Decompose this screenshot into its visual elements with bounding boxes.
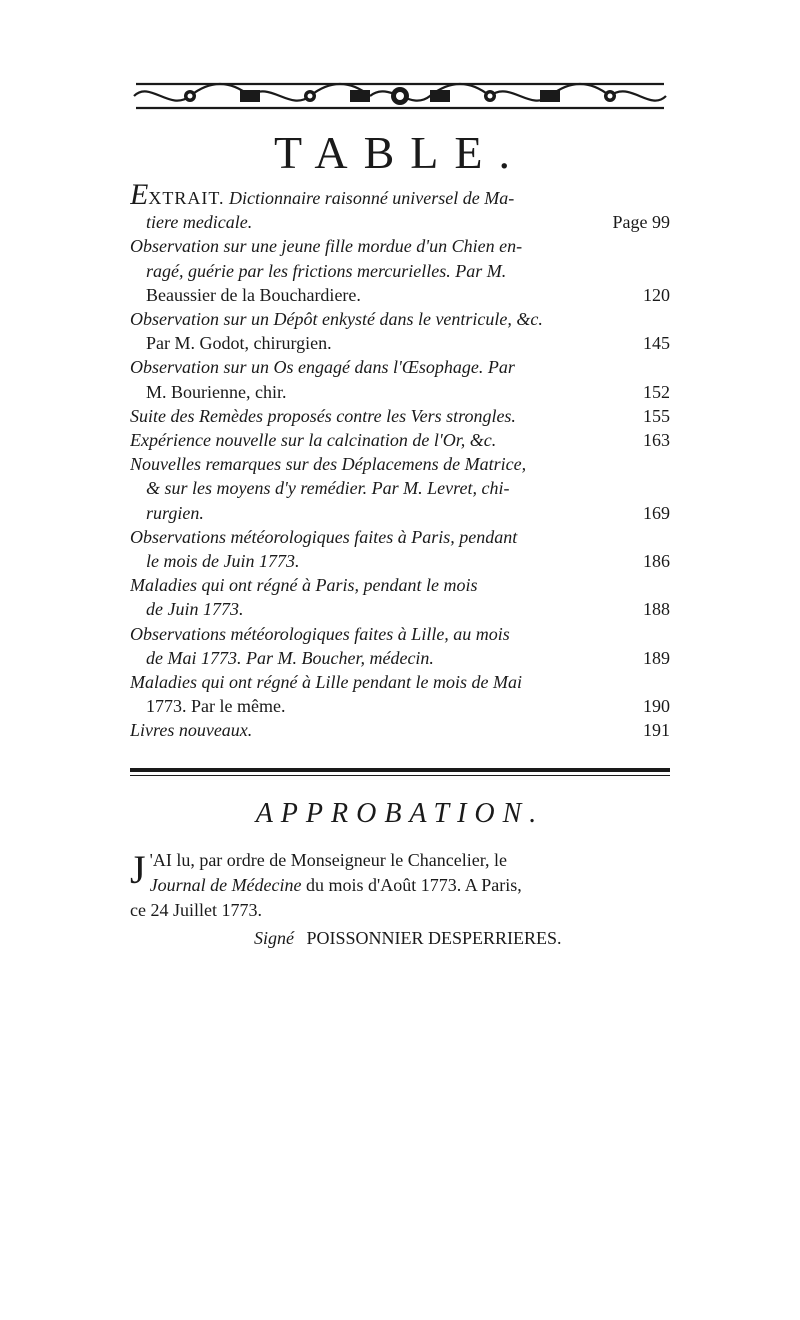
toc-line <box>130 694 670 718</box>
toc-line <box>130 210 670 234</box>
toc-line-text: Suite des Remèdes proposés contre les Vers strongles. <box>130 405 516 426</box>
toc-page-number: 145 <box>643 333 670 354</box>
toc-line-text: de Mai 1773. Par M. Boucher, médecin. <box>146 647 434 668</box>
toc-line-text: Livres nouveaux. <box>130 720 253 741</box>
toc-line <box>130 307 670 331</box>
approbation-line-1: 'AI lu, par ordre de Monseigneur le Chancelier, le <box>149 850 507 870</box>
toc-page-number: 169 <box>643 502 670 523</box>
toc-line <box>130 184 670 210</box>
signed-name: POISSONNIER DESPERRIERES. <box>306 928 562 948</box>
toc-page-number: 152 <box>643 381 670 402</box>
toc-line-text: Observations météorologiques faites à Paris, pendant <box>130 526 518 547</box>
toc-line <box>130 331 670 355</box>
toc-line <box>130 549 670 573</box>
toc-page-number: 155 <box>643 405 670 426</box>
approbation-dropcap: J <box>130 847 146 892</box>
toc-line-text: Nouvelles remarques sur des Déplacemens de Matrice, <box>130 454 527 475</box>
toc-entry <box>130 428 670 452</box>
toc-line <box>130 404 670 428</box>
toc-line-text: Observation sur une jeune fille mordue d'un Chien en- <box>130 236 523 257</box>
toc-line <box>130 476 670 500</box>
approbation-signature <box>254 928 562 949</box>
toc-line-text: tiere medicale. <box>146 212 253 233</box>
toc-entry <box>130 573 670 621</box>
toc-line-text: & sur les moyens d'y remédier. Par M. Levret, chi- <box>146 478 510 499</box>
toc-line <box>130 259 670 283</box>
toc-line <box>130 452 670 476</box>
toc-line-text: rurgien. <box>146 502 204 523</box>
toc-page-number: 190 <box>643 696 670 717</box>
toc-page-number: 120 <box>643 284 670 305</box>
page-title: TABLE. <box>273 127 526 178</box>
toc-line-text: Expérience nouvelle sur la calcination de l'Or, &c. <box>130 430 497 451</box>
approbation-text <box>130 848 670 923</box>
toc-line-text: ragé, guérie par les frictions mercurielles. Par M. <box>146 260 507 281</box>
toc-line <box>130 234 670 258</box>
divider-rule-thin <box>130 775 670 776</box>
toc-line <box>130 670 670 694</box>
toc-entry <box>130 404 670 428</box>
toc-line-text: Observation sur un Dépôt enkysté dans le ventricule, &c. <box>130 309 543 330</box>
toc-line <box>130 501 670 525</box>
toc-line <box>130 380 670 404</box>
toc-line-text: Observation sur un Os engagé dans l'Œsophage. Par <box>130 357 515 378</box>
toc-line-text: Maladies qui ont régné à Paris, pendant le mois <box>130 575 478 596</box>
toc-smallcaps: XTRAIT. <box>148 188 225 208</box>
signed-label: Signé <box>254 928 294 948</box>
toc-line-text: 1773. Par le même. <box>146 696 286 717</box>
toc-line-text: de Juin 1773. <box>146 599 244 620</box>
table-of-contents <box>130 184 670 743</box>
toc-line <box>130 428 670 452</box>
toc-entry <box>130 184 670 234</box>
toc-entry <box>130 670 670 718</box>
toc-entry <box>130 718 670 742</box>
toc-page-number: 163 <box>643 430 670 451</box>
toc-entry <box>130 355 670 403</box>
toc-entry <box>130 622 670 670</box>
toc-line <box>130 525 670 549</box>
divider-rule <box>130 768 670 772</box>
toc-page-number: Page 99 <box>612 212 670 233</box>
toc-entry <box>130 452 670 525</box>
toc-line-text: le mois de Juin 1773. <box>146 551 300 572</box>
toc-line <box>130 597 670 621</box>
toc-entry <box>130 307 670 355</box>
toc-line <box>130 355 670 379</box>
toc-line-text: EXTRAIT. Dictionnaire raisonné universel de Ma- <box>130 184 664 210</box>
toc-page-number: 186 <box>643 551 670 572</box>
toc-line <box>130 573 670 597</box>
toc-dropcap: E <box>130 184 149 211</box>
toc-line-text: M. Bourienne, chir. <box>146 381 287 402</box>
toc-line-text: Beaussier de la Bouchardiere. <box>146 284 361 305</box>
toc-line <box>130 646 670 670</box>
toc-entry <box>130 525 670 573</box>
toc-entry <box>130 234 670 307</box>
toc-line <box>130 718 670 742</box>
toc-line-text: Observations météorologiques faites à Lille, au mois <box>130 623 510 644</box>
toc-line <box>130 283 670 307</box>
approbation-title: APPROBATION. <box>255 798 545 829</box>
decorative-ornament-band <box>130 76 670 116</box>
toc-page-number: 191 <box>643 720 670 741</box>
toc-line-text: Par M. Godot, chirurgien. <box>146 333 332 354</box>
toc-line <box>130 622 670 646</box>
toc-line-text: Maladies qui ont régné à Lille pendant le mois de Mai <box>130 672 522 693</box>
toc-page-number: 188 <box>643 599 670 620</box>
toc-page-number: 189 <box>643 647 670 668</box>
approbation-line-2: Journal de Médecine du mois d'Août 1773. A Paris, <box>149 875 522 895</box>
approbation-line-3: ce 24 Juillet 1773. <box>130 900 262 920</box>
